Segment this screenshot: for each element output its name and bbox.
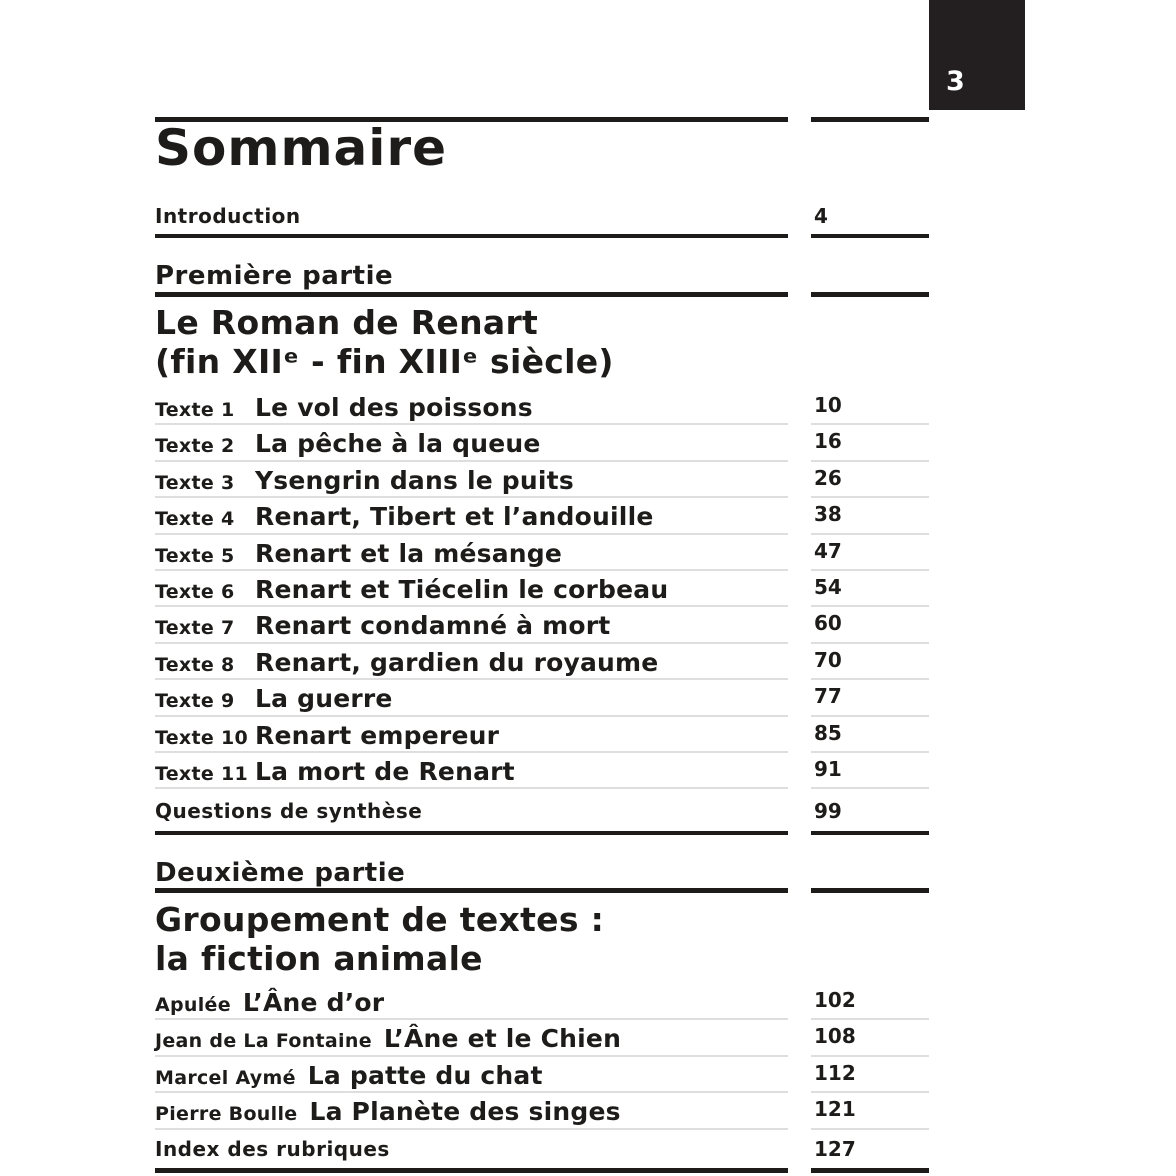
toc-row-questions-synthese xyxy=(155,799,929,835)
part2-title xyxy=(155,900,604,978)
toc-entry-page-number: 102 xyxy=(814,988,856,1012)
part2-kicker: Deuxième partie xyxy=(155,858,406,888)
toc-entry-row xyxy=(155,389,929,425)
toc-entry-page-number: 85 xyxy=(814,720,842,745)
index-rubriques-page-number: 127 xyxy=(814,1137,856,1161)
toc-entry-label: Texte 9 xyxy=(155,690,235,713)
part1-title-line1: Le Roman de Renart xyxy=(155,303,539,342)
toc-entry-title: Le vol des poissons xyxy=(255,393,533,422)
toc-entry-label: Texte 8 xyxy=(155,653,235,676)
toc-entry-label: Texte 6 xyxy=(155,580,235,603)
page-number-box xyxy=(929,0,1025,110)
part1-title xyxy=(155,303,614,381)
toc-entry-page-number: 112 xyxy=(814,1060,856,1085)
toc-entry-page-number: 60 xyxy=(814,611,842,636)
toc-entry-page-number: 77 xyxy=(814,684,842,709)
toc-entry-row xyxy=(155,571,929,607)
questions-synthese-label: Questions de synthèse xyxy=(155,799,423,823)
toc-entry-title: Renart, Tibert et l’andouille xyxy=(255,502,654,532)
toc-entry-label: Texte 1 xyxy=(155,399,235,421)
toc-entry-title: Renart, gardien du royaume xyxy=(255,647,659,677)
toc-entry-title: Renart empereur xyxy=(255,720,500,750)
toc-entry-row xyxy=(155,498,929,534)
toc-entry-label: Texte 10 xyxy=(155,726,249,749)
toc-entry-row xyxy=(155,425,929,461)
part2-kicker-row xyxy=(155,858,929,893)
toc-entry-title: L’Âne d’or xyxy=(242,988,385,1017)
toc-entry-title: Ysengrin dans le puits xyxy=(255,465,574,495)
toc-entry-title: Renart et la mésange xyxy=(255,538,563,568)
part2-entries xyxy=(155,984,929,1130)
introduction-label: Introduction xyxy=(155,204,301,228)
toc-entry-page-number: 70 xyxy=(814,647,842,672)
index-rubriques-label: Index des rubriques xyxy=(155,1137,390,1161)
part2-title-line1: Groupement de textes : xyxy=(155,900,605,939)
toc-entry-row xyxy=(155,462,929,498)
toc-entry-label: Texte 11 xyxy=(155,762,249,785)
toc-entry-label: Texte 7 xyxy=(155,617,235,640)
part1-kicker-row xyxy=(155,261,929,297)
toc-entry-title: La pêche à la queue xyxy=(255,429,541,459)
toc-entry-page-number: 108 xyxy=(814,1024,856,1049)
toc-entry-page-number: 47 xyxy=(814,538,842,563)
part1-kicker: Première partie xyxy=(155,261,394,291)
toc-entry-label: Texte 4 xyxy=(155,508,235,531)
toc-entry-title: La mort de Renart xyxy=(255,756,515,786)
toc-entry-row xyxy=(155,717,929,753)
toc-entry-row xyxy=(155,680,929,716)
toc-entry-row xyxy=(155,753,929,789)
toc-entry-title: L’Âne et le Chien xyxy=(383,1024,622,1054)
toc-row-index-rubriques xyxy=(155,1137,929,1173)
toc-entry-page-number: 91 xyxy=(814,756,842,781)
toc-entry-label: Texte 2 xyxy=(155,435,235,458)
part1-title-line2: (fin XIIᵉ - fin XIIIᵉ siècle) xyxy=(155,342,614,381)
toc-entry-page-number: 121 xyxy=(814,1097,856,1122)
toc-row-introduction xyxy=(155,204,929,238)
toc-entry-page-number: 26 xyxy=(814,465,842,490)
toc-entry-row xyxy=(155,607,929,643)
toc-entry-page-number: 38 xyxy=(814,502,842,527)
toc-entry-title: La Planète des singes xyxy=(309,1097,621,1127)
toc-entry-label: Texte 5 xyxy=(155,544,235,567)
toc-entry-page-number: 16 xyxy=(814,429,842,454)
toc-entry-page-number: 54 xyxy=(814,574,842,599)
toc-entry-page-number: 10 xyxy=(814,393,842,417)
part2-title-line2: la fiction animale xyxy=(155,939,483,978)
toc-entry-label: Marcel Aymé xyxy=(155,1066,296,1089)
page-number: 3 xyxy=(946,66,965,97)
toc-entry-title: Renart et Tiécelin le corbeau xyxy=(255,574,669,604)
toc-entry-row xyxy=(155,984,929,1020)
toc-entry-row xyxy=(155,535,929,571)
questions-synthese-page-number: 99 xyxy=(814,799,842,823)
toc-entry-row xyxy=(155,1057,929,1093)
part1-entries xyxy=(155,389,929,789)
toc-entry-label: Jean de La Fontaine xyxy=(155,1030,372,1053)
toc-entry-row xyxy=(155,1020,929,1056)
toc-entry-row xyxy=(155,644,929,680)
top-rule-page-col xyxy=(811,117,929,122)
introduction-page-number: 4 xyxy=(814,204,828,228)
toc-entry-title: Renart condamné à mort xyxy=(255,611,611,641)
toc-entry-label: Pierre Boulle xyxy=(155,1103,298,1126)
toc-entry-title: La patte du chat xyxy=(307,1060,543,1090)
toc-entry-label: Apulée xyxy=(155,994,231,1016)
toc-entry-label: Texte 3 xyxy=(155,471,235,494)
toc-entry-title: La guerre xyxy=(255,684,393,714)
page-title: Sommaire xyxy=(155,119,448,177)
toc-entry-row xyxy=(155,1093,929,1129)
